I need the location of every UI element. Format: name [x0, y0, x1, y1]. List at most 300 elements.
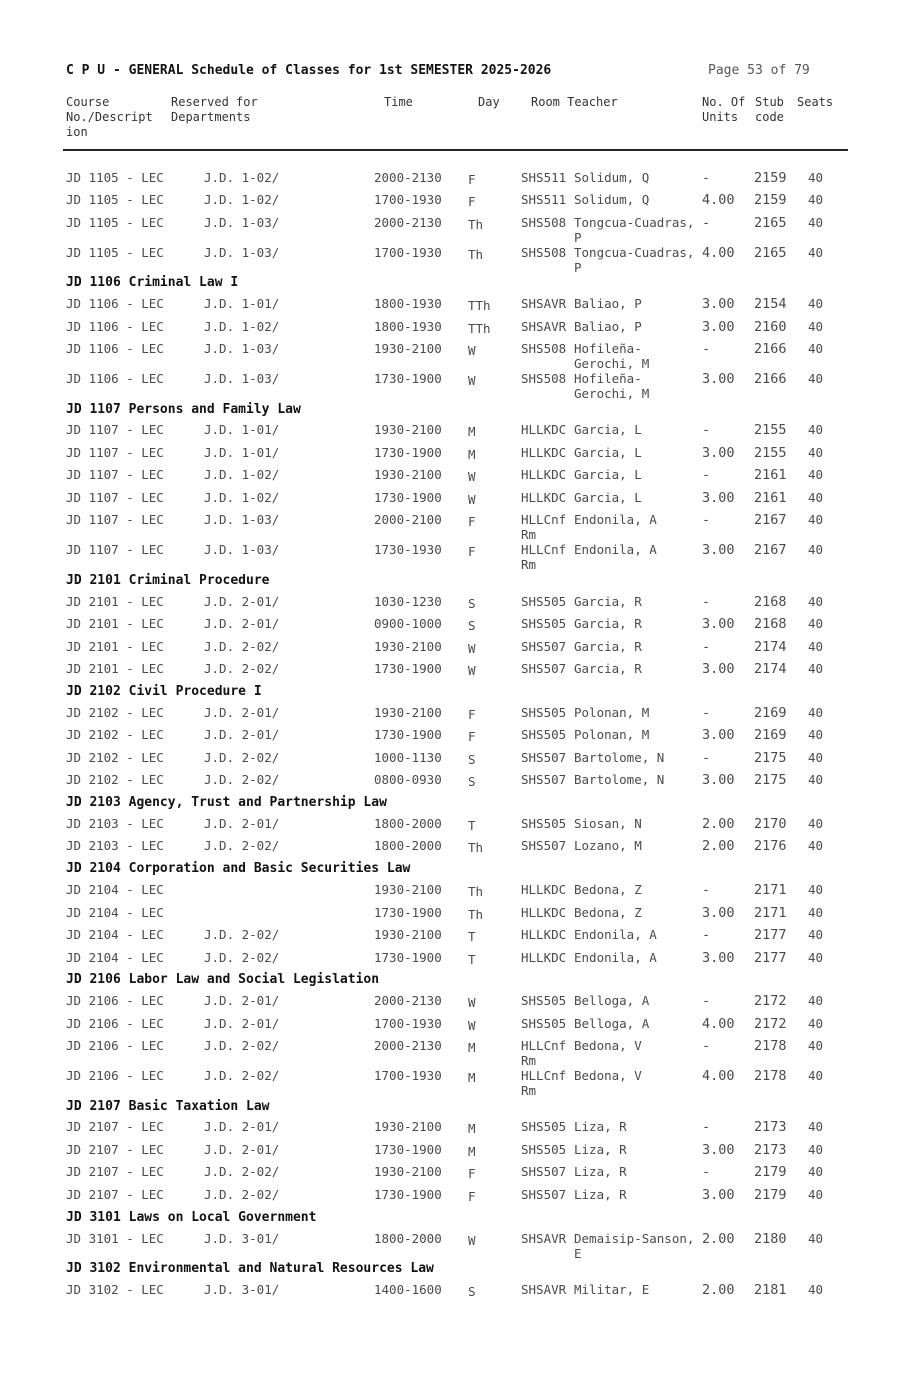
cell-seats: 40 — [808, 512, 824, 527]
cell-units: 3.00 — [702, 1142, 735, 1158]
cell-room: SHS507 — [521, 772, 567, 787]
cell-room: SHS505 — [521, 727, 567, 742]
cell-dept: J.D. 1-02/ — [204, 192, 280, 207]
cell-stub: 2174 — [754, 661, 787, 677]
cell-time: 1700-1930 — [374, 245, 442, 260]
cell-course: JD 1105 - LEC — [66, 215, 164, 230]
cell-day: M — [468, 1040, 476, 1055]
cell-stub: 2167 — [754, 542, 787, 558]
cell-teacher: Solidum, Q — [574, 192, 650, 207]
cell-teacher: Garcia, R — [574, 594, 642, 609]
cell-course: JD 1106 - LEC — [66, 341, 164, 356]
cell-course: JD 2101 - LEC — [66, 594, 164, 609]
cell-dept: J.D. 2-01/ — [204, 616, 280, 631]
cell-time: 0900-1000 — [374, 616, 442, 631]
cell-day: F — [468, 172, 476, 187]
cell-dept: J.D. 1-03/ — [204, 215, 280, 230]
column-header-stub: Stub code — [755, 95, 784, 124]
cell-course: JD 2104 - LEC — [66, 950, 164, 965]
cell-teacher: Polonan, M — [574, 727, 650, 742]
cell-seats: 40 — [808, 245, 824, 260]
cell-units: 3.00 — [702, 1187, 735, 1203]
cell-stub: 2159 — [754, 170, 787, 186]
cell-day: F — [468, 1166, 476, 1181]
cell-course: JD 2102 - LEC — [66, 772, 164, 787]
cell-stub: 2169 — [754, 705, 787, 721]
cell-dept: J.D. 2-02/ — [204, 661, 280, 676]
cell-teacher: Endonila, A — [574, 542, 657, 557]
cell-course: JD 1106 - LEC — [66, 319, 164, 334]
cell-time: 1930-2100 — [374, 1164, 442, 1179]
cell-seats: 40 — [808, 772, 824, 787]
cell-seats: 40 — [808, 1119, 824, 1134]
cell-units: 2.00 — [702, 838, 735, 854]
cell-stub: 2171 — [754, 882, 787, 898]
page-title: C P U - GENERAL Schedule of Classes for 1st SEMESTER 2025-2026 — [66, 63, 552, 78]
cell-time: 1730-1900 — [374, 661, 442, 676]
cell-teacher: Solidum, Q — [574, 170, 650, 185]
cell-stub: 2179 — [754, 1164, 787, 1180]
cell-room: HLLKDC — [521, 882, 567, 897]
cell-teacher: Polonan, M — [574, 705, 650, 720]
cell-teacher: Siosan, N — [574, 816, 642, 831]
cell-room: SHS505 — [521, 705, 567, 720]
cell-seats: 40 — [808, 215, 824, 230]
cell-room: SHS505 — [521, 1016, 567, 1031]
cell-room: SHSAVR — [521, 1282, 567, 1297]
cell-stub: 2160 — [754, 319, 787, 335]
cell-units: - — [702, 1164, 711, 1180]
cell-course: JD 3102 - LEC — [66, 1282, 164, 1297]
cell-day: Th — [468, 217, 484, 232]
cell-teacher: Bartolome, N — [574, 772, 665, 787]
cell-seats: 40 — [808, 927, 824, 942]
cell-course: JD 2106 - LEC — [66, 993, 164, 1008]
cell-course: JD 2107 - LEC — [66, 1142, 164, 1157]
cell-teacher: Garcia, R — [574, 639, 642, 654]
cell-stub: 2173 — [754, 1142, 787, 1158]
cell-time: 2000-2130 — [374, 1038, 442, 1053]
cell-stub: 2175 — [754, 750, 787, 766]
cell-units: 3.00 — [702, 296, 735, 312]
cell-day: F — [468, 544, 476, 559]
cell-time: 0800-0930 — [374, 772, 442, 787]
cell-units: - — [702, 927, 711, 943]
cell-course: JD 2104 - LEC — [66, 927, 164, 942]
cell-stub: 2155 — [754, 445, 787, 461]
cell-dept: J.D. 2-02/ — [204, 950, 280, 965]
cell-teacher: Belloga, A — [574, 993, 650, 1008]
cell-stub: 2177 — [754, 950, 787, 966]
cell-room: SHS508 — [521, 245, 567, 260]
cell-day: W — [468, 1018, 476, 1033]
cell-room: HLLCnf Rm — [521, 542, 567, 572]
cell-teacher: Hofileña-Gerochi, M — [574, 371, 650, 401]
cell-seats: 40 — [808, 296, 824, 311]
cell-seats: 40 — [808, 1068, 824, 1083]
cell-seats: 40 — [808, 750, 824, 765]
cell-time: 1930-2100 — [374, 639, 442, 654]
cell-units: 2.00 — [702, 1231, 735, 1247]
cell-seats: 40 — [808, 1016, 824, 1031]
cell-units: - — [702, 170, 711, 186]
cell-dept: J.D. 2-01/ — [204, 816, 280, 831]
cell-teacher: Bartolome, N — [574, 750, 665, 765]
cell-room: HLLKDC — [521, 490, 567, 505]
cell-course: JD 1105 - LEC — [66, 245, 164, 260]
cell-time: 1730-1900 — [374, 490, 442, 505]
cell-stub: 2155 — [754, 422, 787, 438]
cell-course: JD 2107 - LEC — [66, 1119, 164, 1134]
cell-room: SHSAVR — [521, 319, 567, 334]
cell-seats: 40 — [808, 816, 824, 831]
cell-room: HLLKDC — [521, 927, 567, 942]
cell-dept: J.D. 1-03/ — [204, 542, 280, 557]
cell-course: JD 1107 - LEC — [66, 542, 164, 557]
column-header-reserved: Reserved for Departments — [171, 95, 258, 124]
cell-time: 1800-1930 — [374, 296, 442, 311]
cell-time: 1730-1900 — [374, 371, 442, 386]
cell-dept: J.D. 2-02/ — [204, 750, 280, 765]
cell-seats: 40 — [808, 1164, 824, 1179]
cell-units: - — [702, 215, 711, 231]
cell-time: 1930-2100 — [374, 467, 442, 482]
cell-room: SHS507 — [521, 1164, 567, 1179]
cell-units: - — [702, 882, 711, 898]
cell-course: JD 2106 - LEC — [66, 1016, 164, 1031]
cell-stub: 2168 — [754, 594, 787, 610]
course-group-title: JD 2107 Basic Taxation Law — [66, 1099, 270, 1114]
cell-seats: 40 — [808, 905, 824, 920]
cell-room: SHS507 — [521, 661, 567, 676]
cell-room: SHS505 — [521, 816, 567, 831]
cell-time: 1930-2100 — [374, 422, 442, 437]
cell-stub: 2159 — [754, 192, 787, 208]
cell-stub: 2161 — [754, 467, 787, 483]
cell-dept: J.D. 1-01/ — [204, 296, 280, 311]
cell-teacher: Liza, R — [574, 1164, 627, 1179]
cell-teacher: Bedona, Z — [574, 882, 642, 897]
cell-time: 1730-1900 — [374, 1187, 442, 1202]
cell-time: 1400-1600 — [374, 1282, 442, 1297]
cell-room: HLLCnf Rm — [521, 512, 567, 542]
cell-course: JD 2106 - LEC — [66, 1068, 164, 1083]
cell-stub: 2174 — [754, 639, 787, 655]
cell-stub: 2178 — [754, 1038, 787, 1054]
cell-teacher: Tongcua-Cuadras, P — [574, 215, 695, 245]
cell-day: F — [468, 729, 476, 744]
cell-seats: 40 — [808, 467, 824, 482]
cell-seats: 40 — [808, 1231, 824, 1246]
cell-units: - — [702, 1038, 711, 1054]
course-group-title: JD 2104 Corporation and Basic Securities Law — [66, 861, 411, 876]
cell-dept: J.D. 2-01/ — [204, 1016, 280, 1031]
cell-time: 1800-2000 — [374, 816, 442, 831]
cell-course: JD 2104 - LEC — [66, 882, 164, 897]
cell-seats: 40 — [808, 542, 824, 557]
cell-day: F — [468, 514, 476, 529]
cell-seats: 40 — [808, 838, 824, 853]
cell-teacher: Baliao, P — [574, 319, 642, 334]
cell-course: JD 1107 - LEC — [66, 512, 164, 527]
cell-room: SHSAVR — [521, 296, 567, 311]
cell-teacher: Liza, R — [574, 1119, 627, 1134]
cell-day: M — [468, 1144, 476, 1159]
course-group-title: JD 2102 Civil Procedure I — [66, 684, 262, 699]
cell-time: 2000-2130 — [374, 170, 442, 185]
cell-room: HLLCnf Rm — [521, 1068, 567, 1098]
cell-stub: 2172 — [754, 993, 787, 1009]
cell-units: - — [702, 639, 711, 655]
cell-teacher: Garcia, R — [574, 616, 642, 631]
cell-teacher: Tongcua-Cuadras, P — [574, 245, 695, 275]
cell-teacher: Endonila, A — [574, 512, 657, 527]
cell-day: Th — [468, 907, 484, 922]
cell-day: W — [468, 641, 476, 656]
cell-teacher: Garcia, L — [574, 445, 642, 460]
cell-day: F — [468, 707, 476, 722]
cell-seats: 40 — [808, 1142, 824, 1157]
cell-time: 2000-2100 — [374, 512, 442, 527]
cell-room: HLLKDC — [521, 950, 567, 965]
cell-course: JD 2107 - LEC — [66, 1187, 164, 1202]
cell-units: 2.00 — [702, 816, 735, 832]
cell-stub: 2178 — [754, 1068, 787, 1084]
cell-room: SHS507 — [521, 639, 567, 654]
cell-dept: J.D. 1-03/ — [204, 512, 280, 527]
cell-day: W — [468, 492, 476, 507]
cell-day: TTh — [468, 321, 491, 336]
cell-room: HLLCnf Rm — [521, 1038, 567, 1068]
cell-day: M — [468, 1070, 476, 1085]
cell-room: HLLKDC — [521, 445, 567, 460]
cell-time: 1700-1930 — [374, 1068, 442, 1083]
cell-dept: J.D. 2-02/ — [204, 772, 280, 787]
cell-stub: 2165 — [754, 245, 787, 261]
cell-teacher: Garcia, L — [574, 490, 642, 505]
cell-room: SHS511 — [521, 170, 567, 185]
cell-room: SHS511 — [521, 192, 567, 207]
cell-units: 3.00 — [702, 371, 735, 387]
cell-stub: 2168 — [754, 616, 787, 632]
cell-seats: 40 — [808, 371, 824, 386]
cell-course: JD 2101 - LEC — [66, 639, 164, 654]
cell-room: SHS505 — [521, 1142, 567, 1157]
cell-dept: J.D. 2-01/ — [204, 993, 280, 1008]
cell-day: M — [468, 1121, 476, 1136]
cell-units: - — [702, 705, 711, 721]
cell-room: SHS507 — [521, 838, 567, 853]
cell-seats: 40 — [808, 727, 824, 742]
cell-course: JD 1107 - LEC — [66, 490, 164, 505]
course-group-title: JD 2101 Criminal Procedure — [66, 573, 270, 588]
cell-teacher: Hofileña-Gerochi, M — [574, 341, 650, 371]
cell-stub: 2171 — [754, 905, 787, 921]
cell-dept: J.D. 2-01/ — [204, 1142, 280, 1157]
cell-dept: J.D. 1-02/ — [204, 319, 280, 334]
cell-dept: J.D. 2-01/ — [204, 727, 280, 742]
cell-seats: 40 — [808, 1038, 824, 1053]
cell-units: 3.00 — [702, 905, 735, 921]
column-header-course: Course No./Descript ion — [66, 95, 153, 139]
cell-stub: 2172 — [754, 1016, 787, 1032]
cell-units: 3.00 — [702, 542, 735, 558]
cell-seats: 40 — [808, 490, 824, 505]
cell-course: JD 1105 - LEC — [66, 192, 164, 207]
cell-units: 3.00 — [702, 772, 735, 788]
cell-teacher: Liza, R — [574, 1187, 627, 1202]
cell-room: HLLKDC — [521, 467, 567, 482]
cell-time: 1000-1130 — [374, 750, 442, 765]
cell-day: W — [468, 373, 476, 388]
cell-seats: 40 — [808, 639, 824, 654]
cell-course: JD 2101 - LEC — [66, 661, 164, 676]
cell-room: SHS505 — [521, 993, 567, 1008]
column-header-time: Time — [384, 95, 413, 109]
cell-teacher: Bedona, Z — [574, 905, 642, 920]
cell-time: 1930-2100 — [374, 927, 442, 942]
cell-teacher: Lozano, M — [574, 838, 642, 853]
cell-room: SHS507 — [521, 750, 567, 765]
cell-dept: J.D. 2-01/ — [204, 594, 280, 609]
cell-day: T — [468, 818, 476, 833]
cell-teacher: Endonila, A — [574, 950, 657, 965]
cell-teacher: Endonila, A — [574, 927, 657, 942]
cell-teacher: Liza, R — [574, 1142, 627, 1157]
cell-day: W — [468, 663, 476, 678]
cell-course: JD 1107 - LEC — [66, 422, 164, 437]
cell-time: 1730-1900 — [374, 727, 442, 742]
cell-time: 1930-2100 — [374, 882, 442, 897]
cell-course: JD 2102 - LEC — [66, 727, 164, 742]
cell-time: 2000-2130 — [374, 215, 442, 230]
cell-dept: J.D. 2-02/ — [204, 1068, 280, 1083]
cell-units: 3.00 — [702, 445, 735, 461]
cell-seats: 40 — [808, 950, 824, 965]
course-group-title: JD 3102 Environmental and Natural Resources Law — [66, 1261, 434, 1276]
cell-day: T — [468, 929, 476, 944]
cell-day: Th — [468, 247, 484, 262]
cell-seats: 40 — [808, 445, 824, 460]
cell-day: S — [468, 618, 476, 633]
cell-units: 4.00 — [702, 1016, 735, 1032]
cell-dept: J.D. 2-01/ — [204, 1119, 280, 1134]
cell-day: T — [468, 952, 476, 967]
cell-stub: 2169 — [754, 727, 787, 743]
cell-stub: 2179 — [754, 1187, 787, 1203]
cell-course: JD 2102 - LEC — [66, 750, 164, 765]
cell-dept: J.D. 2-01/ — [204, 705, 280, 720]
cell-units: 3.00 — [702, 616, 735, 632]
cell-teacher: Garcia, L — [574, 422, 642, 437]
cell-time: 1800-2000 — [374, 1231, 442, 1246]
cell-room: SHS505 — [521, 1119, 567, 1134]
cell-seats: 40 — [808, 882, 824, 897]
cell-course: JD 1105 - LEC — [66, 170, 164, 185]
cell-stub: 2167 — [754, 512, 787, 528]
cell-room: SHS505 — [521, 616, 567, 631]
cell-teacher: Bedona, V — [574, 1038, 642, 1053]
cell-stub: 2161 — [754, 490, 787, 506]
cell-units: 3.00 — [702, 661, 735, 677]
cell-teacher: Garcia, L — [574, 467, 642, 482]
cell-dept: J.D. 2-02/ — [204, 1187, 280, 1202]
cell-day: F — [468, 1189, 476, 1204]
cell-day: S — [468, 752, 476, 767]
cell-seats: 40 — [808, 319, 824, 334]
cell-units: 3.00 — [702, 950, 735, 966]
cell-day: F — [468, 194, 476, 209]
cell-day: S — [468, 1284, 476, 1299]
cell-time: 1730-1930 — [374, 542, 442, 557]
cell-day: W — [468, 343, 476, 358]
cell-day: W — [468, 1233, 476, 1248]
cell-seats: 40 — [808, 705, 824, 720]
cell-dept: J.D. 2-02/ — [204, 927, 280, 942]
cell-course: JD 1107 - LEC — [66, 467, 164, 482]
cell-units: 4.00 — [702, 192, 735, 208]
cell-time: 1800-2000 — [374, 838, 442, 853]
cell-units: 3.00 — [702, 727, 735, 743]
cell-dept: J.D. 1-03/ — [204, 341, 280, 356]
cell-day: S — [468, 596, 476, 611]
cell-stub: 2170 — [754, 816, 787, 832]
cell-time: 1930-2100 — [374, 1119, 442, 1134]
cell-day: S — [468, 774, 476, 789]
cell-dept: J.D. 1-02/ — [204, 490, 280, 505]
cell-time: 1700-1930 — [374, 192, 442, 207]
cell-time: 1700-1930 — [374, 1016, 442, 1031]
column-header-units: No. Of Units — [702, 95, 746, 124]
cell-dept: J.D. 2-02/ — [204, 639, 280, 654]
cell-seats: 40 — [808, 661, 824, 676]
cell-room: SHS507 — [521, 1187, 567, 1202]
cell-day: W — [468, 469, 476, 484]
cell-teacher: Demaisip-Sanson, E — [574, 1231, 695, 1261]
cell-stub: 2181 — [754, 1282, 787, 1298]
cell-stub: 2175 — [754, 772, 787, 788]
cell-dept: J.D. 3-01/ — [204, 1231, 280, 1246]
cell-room: SHS508 — [521, 215, 567, 230]
cell-course: JD 1106 - LEC — [66, 296, 164, 311]
cell-dept: J.D. 1-02/ — [204, 170, 280, 185]
cell-dept: J.D. 2-02/ — [204, 838, 280, 853]
cell-time: 1730-1900 — [374, 1142, 442, 1157]
cell-seats: 40 — [808, 1282, 824, 1297]
cell-seats: 40 — [808, 594, 824, 609]
cell-day: Th — [468, 884, 484, 899]
cell-dept: J.D. 2-02/ — [204, 1164, 280, 1179]
cell-units: - — [702, 993, 711, 1009]
cell-room: SHSAVR — [521, 1231, 567, 1246]
cell-course: JD 2103 - LEC — [66, 816, 164, 831]
cell-time: 1930-2100 — [374, 705, 442, 720]
cell-course: JD 2102 - LEC — [66, 705, 164, 720]
cell-units: - — [702, 467, 711, 483]
cell-stub: 2166 — [754, 371, 787, 387]
cell-stub: 2166 — [754, 341, 787, 357]
cell-seats: 40 — [808, 170, 824, 185]
cell-course: JD 3101 - LEC — [66, 1231, 164, 1246]
cell-units: - — [702, 422, 711, 438]
cell-course: JD 2101 - LEC — [66, 616, 164, 631]
page-number: Page 53 of 79 — [708, 63, 810, 78]
cell-seats: 40 — [808, 422, 824, 437]
course-group-title: JD 3101 Laws on Local Government — [66, 1210, 317, 1225]
cell-seats: 40 — [808, 993, 824, 1008]
cell-dept: J.D. 1-03/ — [204, 245, 280, 260]
cell-course: JD 2104 - LEC — [66, 905, 164, 920]
